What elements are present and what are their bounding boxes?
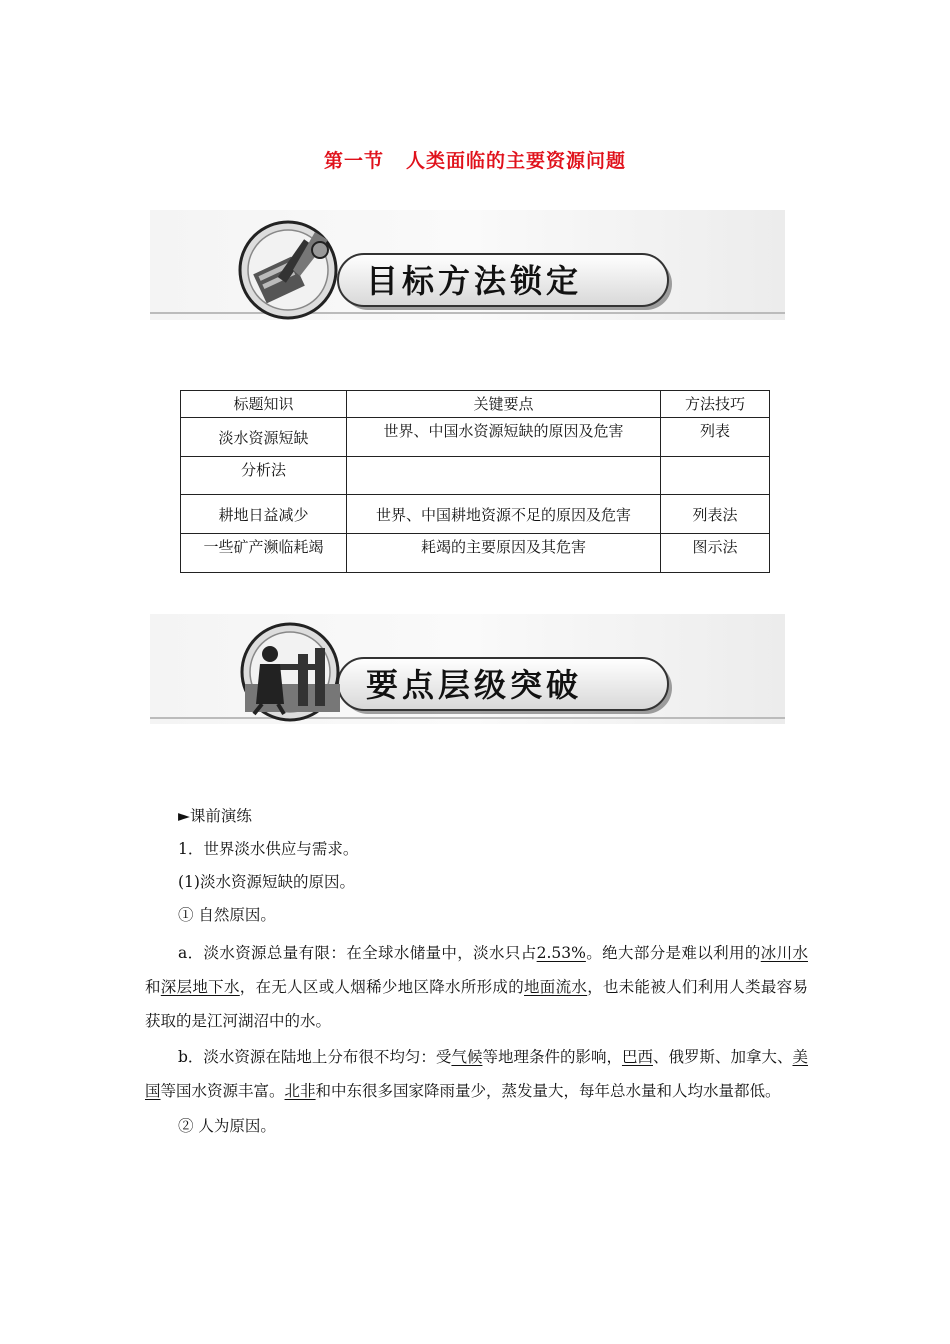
section-heading-text: 课前演练: [189, 807, 252, 825]
underlined-answer: 冰川水: [760, 944, 808, 962]
tools-icon: [240, 222, 336, 318]
text-run: b．淡水资源在陆地上分布很不均匀：受: [178, 1048, 452, 1066]
underlined-answer: 2.53%: [536, 944, 586, 962]
title-topic: 人类面临的主要资源问题: [406, 150, 627, 172]
goals-table: [180, 390, 770, 573]
table-row: [181, 495, 770, 534]
banner-goals-title: 目标方法锁定: [366, 262, 583, 300]
lesson-content: [145, 800, 808, 1143]
table-cell: 世界、中国水资源短缺的原因及危害: [347, 418, 661, 457]
underlined-answer: 气候: [451, 1048, 483, 1066]
page-title: [0, 146, 950, 173]
underlined-answer: 地面流水: [524, 978, 588, 996]
paragraph-a: [145, 936, 808, 1038]
table-header-row: [181, 391, 770, 418]
underlined-answer: 北非: [284, 1082, 316, 1100]
table-row: [181, 534, 770, 573]
table-header: 关键要点: [347, 391, 661, 418]
table-cell: [661, 457, 770, 495]
banner-goals: [150, 210, 785, 320]
table-cell: 耕地日益减少: [181, 495, 347, 534]
text-run: 和中东很多国家降雨量少，蒸发量大，每年总水量和人均水量都低。: [315, 1082, 781, 1100]
banner-key-points: [150, 614, 785, 724]
banner-key-points-graphic: [150, 614, 785, 724]
text-run: 等地理条件的影响，: [482, 1048, 622, 1066]
table-cell: 淡水资源短缺: [181, 418, 347, 457]
text-run: 等国水资源丰富。: [160, 1082, 285, 1100]
text-run: ，在无人区或人烟稀少地区降水所形成的: [239, 978, 525, 996]
section-heading: [145, 800, 808, 833]
table-cell: 一些矿产濒临耗竭: [181, 534, 347, 573]
text-run: 和: [145, 978, 161, 996]
table-row: [181, 418, 770, 457]
title-section: 第一节: [323, 150, 384, 172]
subitem-heading: (1)淡水资源短缺的原因。: [178, 873, 355, 891]
table-header: 标题知识: [181, 391, 347, 418]
underlined-answer: 深层地下水: [160, 978, 240, 996]
text-run: 、俄罗斯、加拿大、: [652, 1048, 793, 1066]
underlined-answer: 巴西: [621, 1048, 653, 1066]
table-row: [181, 457, 770, 495]
underlined-answer: 美国: [145, 1048, 809, 1100]
table-cell: 耗竭的主要原因及其危害: [347, 534, 661, 573]
table-cell: 列表: [661, 418, 770, 457]
table-cell: 世界、中国耕地资源不足的原因及危害: [347, 495, 661, 534]
item-heading: 1．世界淡水供应与需求。: [178, 840, 359, 858]
table-cell: 图示法: [661, 534, 770, 573]
triangle-marker-icon: ►: [178, 807, 190, 825]
table-header: 方法技巧: [661, 391, 770, 418]
paragraph-b: [145, 1040, 808, 1108]
cause-heading: ② 人为原因。: [178, 1117, 276, 1135]
banner-key-points-title: 要点层级突破: [366, 666, 583, 704]
cause-heading: ① 自然原因。: [178, 906, 276, 924]
table-cell: 分析法: [181, 457, 347, 495]
text-run: 。绝大部分是难以利用的: [585, 944, 761, 962]
table-cell: [347, 457, 661, 495]
banner-goals-graphic: [150, 210, 785, 320]
text-run: ，也未能被人们利用人类最容易获取的是江河湖沼中的水。: [145, 978, 808, 1030]
table-cell: 列表法: [661, 495, 770, 534]
surveyor-icon: [242, 624, 340, 720]
text-run: a．淡水资源总量有限：在全球水储量中，淡水只占: [178, 944, 537, 962]
